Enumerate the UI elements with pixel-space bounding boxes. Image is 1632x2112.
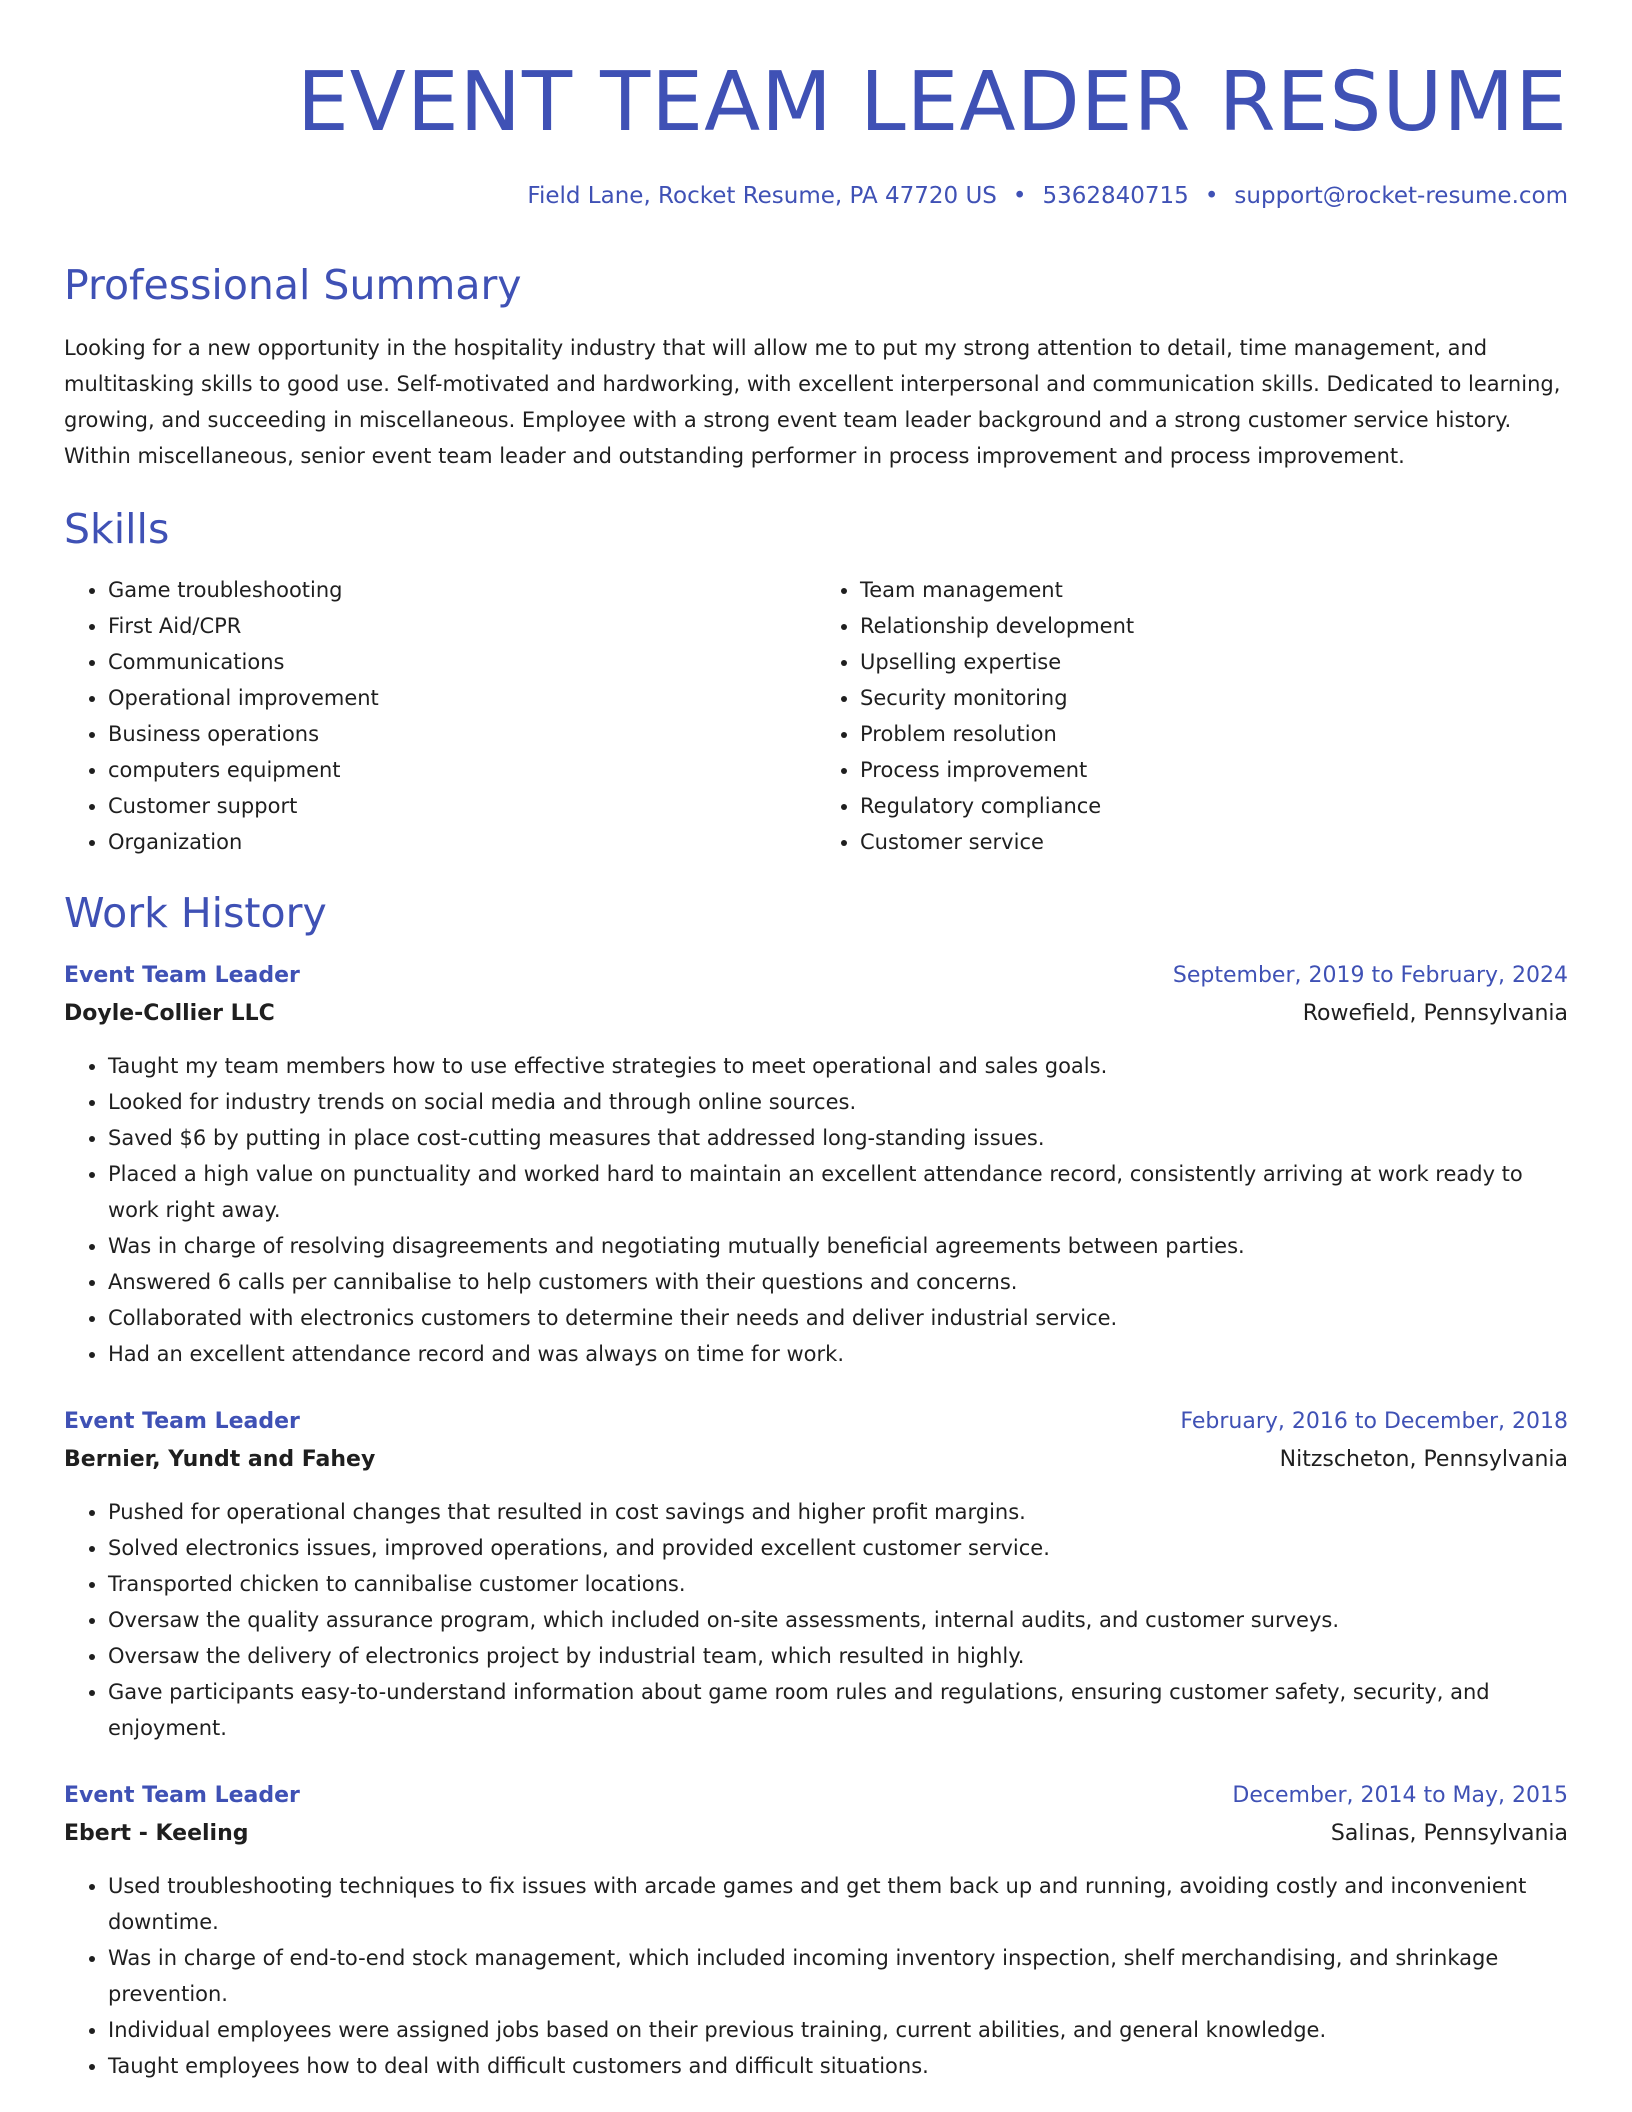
- job-duty: • Used troubleshooting techniques to fix issues with arcade games and get them back up and running, avoiding costly and inconvenient downtime.: [108, 1868, 1568, 1940]
- job-duty: • Transported chicken to cannibalise customer locations.: [108, 1566, 1568, 1602]
- contact-separator: •: [1204, 183, 1219, 209]
- skills-grid: [64, 572, 1568, 860]
- job-title: Event Team Leader: [64, 963, 300, 988]
- job-location: Nitzscheton, Pennsylvania: [1279, 1447, 1568, 1472]
- skill-item: • computers equipment: [108, 752, 816, 788]
- job-duty: • Solved electronics issues, improved operations, and provided excellent customer service.: [108, 1530, 1568, 1566]
- skill-item: • Organization: [108, 824, 816, 860]
- contact-address: Field Lane, Rocket Resume, PA 47720 US: [527, 183, 997, 209]
- job-header-row: [64, 1778, 1568, 1814]
- skill-item: • Game troubleshooting: [108, 572, 816, 608]
- job-duties-list: [64, 1494, 1568, 1746]
- job-duty: • Was in charge of end-to-end stock management, which included incoming inventory inspection, shelf merchandising, and shrinkage prevention.: [108, 1940, 1568, 2012]
- job-dates: September, 2019 to February, 2024: [1172, 963, 1568, 988]
- skill-item: • Security monitoring: [860, 680, 1568, 716]
- skill-item: • Team management: [860, 572, 1568, 608]
- professional-summary-heading: Professional Summary: [64, 261, 522, 309]
- work-history-section: [64, 886, 1568, 2084]
- skill-item: • Regulatory compliance: [860, 788, 1568, 824]
- job-duty: • Saved $6 by putting in place cost-cutting measures that addressed long-standing issues.: [108, 1120, 1568, 1156]
- job-company-row: [64, 1814, 1568, 1854]
- skill-item: • Customer support: [108, 788, 816, 824]
- contact-phone: 5362840715: [1042, 183, 1189, 209]
- job-company: Bernier, Yundt and Fahey: [64, 1447, 376, 1472]
- job-title: Event Team Leader: [64, 1783, 300, 1808]
- job-title: Event Team Leader: [64, 1409, 300, 1434]
- contact-line: [64, 180, 1568, 212]
- job-location: Rowefield, Pennsylvania: [1302, 1001, 1568, 1026]
- job-header-row: [64, 958, 1568, 994]
- skill-item: • Business operations: [108, 716, 816, 752]
- job-duty: • Oversaw the delivery of electronics project by industrial team, which resulted in highly.: [108, 1638, 1568, 1674]
- resume-header: [64, 48, 1568, 212]
- job-duties-list: [64, 1048, 1568, 1372]
- job-header-row: [64, 1404, 1568, 1440]
- job-duty: • Oversaw the quality assurance program, which included on-site assessments, internal audits, and customer surveys.: [108, 1602, 1568, 1638]
- job-dates: February, 2016 to December, 2018: [1180, 1409, 1568, 1434]
- job-company: Doyle-Collier LLC: [64, 1001, 275, 1026]
- job-entry: [64, 958, 1568, 1372]
- job-duty: • Pushed for operational changes that resulted in cost savings and higher profit margins.: [108, 1494, 1568, 1530]
- contact-email: support@rocket-resume.com: [1234, 183, 1568, 209]
- job-company-row: [64, 1440, 1568, 1480]
- job-duty: • Taught employees how to deal with difficult customers and difficult situations.: [108, 2048, 1568, 2084]
- job-location: Salinas, Pennsylvania: [1330, 1821, 1568, 1846]
- skill-item: • Operational improvement: [108, 680, 816, 716]
- skills-section: [64, 502, 1568, 860]
- job-duty: • Gave participants easy-to-understand information about game room rules and regulations, ensuring customer safety, security, and enjoyment.: [108, 1674, 1568, 1746]
- skill-item: • Upselling expertise: [860, 644, 1568, 680]
- job-company: Ebert - Keeling: [64, 1821, 249, 1846]
- job-entry: [64, 1778, 1568, 2084]
- job-duty: • Answered 6 calls per cannibalise to help customers with their questions and concerns.: [108, 1264, 1568, 1300]
- skill-item: • Relationship development: [860, 608, 1568, 644]
- skill-item: • Communications: [108, 644, 816, 680]
- job-duties-list: [64, 1868, 1568, 2084]
- job-duty: • Taught my team members how to use effective strategies to meet operational and sales goals.: [108, 1048, 1568, 1084]
- contact-separator: •: [1012, 183, 1027, 209]
- resume-title: EVENT TEAM LEADER RESUME: [296, 55, 1568, 150]
- skills-heading: Skills: [64, 505, 170, 553]
- skills-list-left: [64, 572, 816, 860]
- job-duty: • Had an excellent attendance record and was always on time for work.: [108, 1336, 1568, 1372]
- skill-item: • Problem resolution: [860, 716, 1568, 752]
- job-entry: [64, 1404, 1568, 1746]
- work-history-heading: Work History: [64, 889, 327, 937]
- job-duty: • Placed a high value on punctuality and worked hard to maintain an excellent attendance record, consistently arriving at work ready to work right away.: [108, 1156, 1568, 1228]
- job-duty: • Collaborated with electronics customers to determine their needs and deliver industrial service.: [108, 1300, 1568, 1336]
- job-dates: December, 2014 to May, 2015: [1232, 1783, 1568, 1808]
- skill-item: • First Aid/CPR: [108, 608, 816, 644]
- professional-summary-section: [64, 258, 1568, 474]
- skill-item: • Customer service: [860, 824, 1568, 860]
- skill-item: • Process improvement: [860, 752, 1568, 788]
- professional-summary-text: Looking for a new opportunity in the hospitality industry that will allow me to put my strong attention to detail, time management, and multitasking skills to good use. Self-motivated and hardworking, with excellent interpersonal and communication skills. Dedicated to learning, growing, and succeeding in miscellaneous. Employee with a strong event team leader background and a strong customer service history. Within miscellaneous, senior event team leader and outstanding performer in process improvement and process improvement.: [64, 336, 1561, 468]
- job-duty: • Looked for industry trends on social media and through online sources.: [108, 1084, 1568, 1120]
- skills-list-right: [816, 572, 1568, 860]
- job-duty: • Was in charge of resolving disagreements and negotiating mutually beneficial agreements between parties.: [108, 1228, 1568, 1264]
- job-duty: • Individual employees were assigned jobs based on their previous training, current abilities, and general knowledge.: [108, 2012, 1568, 2048]
- job-company-row: [64, 994, 1568, 1034]
